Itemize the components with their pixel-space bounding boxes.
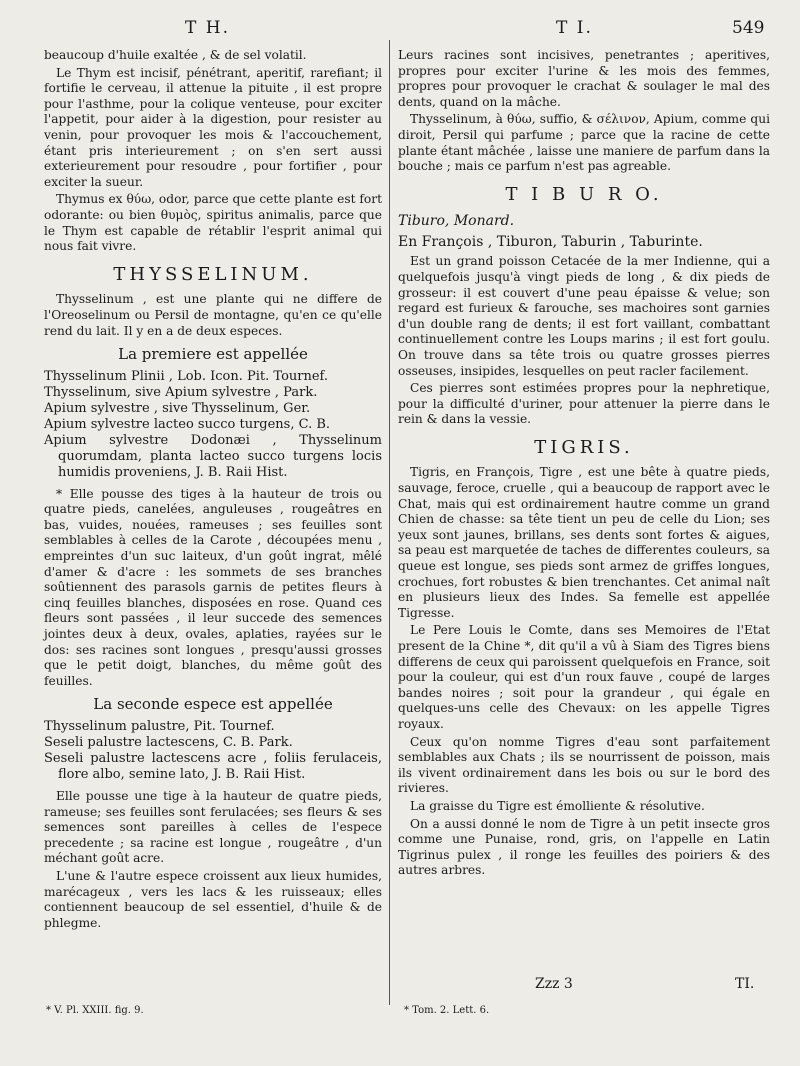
left-footnote: * V. Pl. XXIII. fig. 9. (46, 1005, 144, 1016)
synonym-line: Thysselinum Plinii , Lob. Icon. Pit. Tournef. (44, 368, 329, 384)
title-tiburo: T I B U R O. (505, 183, 663, 205)
synonym-line: Thysselinum palustre, Pit. Tournef. (44, 719, 275, 734)
title-thysselinum: THYSSELINUM. (113, 263, 313, 285)
heading-first-species: La premiere est appellée (118, 345, 308, 364)
paragraph-le-comte: Le Pere Louis le Comte, dans ses Memoires de l'Etat present de la Chine *, dit qu'il a vû à Siam des Tigres biens differens de ceux qui paroissent quelquefois en France, soit pour la couleur, qui est d'un roux fauve , coupé de larges bandes noires ; soit pour la grandeur , qui égale en quelques-uns celle des Chevaux: on les appelle Tigres royaux. (398, 623, 770, 731)
tiburo-name-line: Tiburo, Monard. (398, 213, 515, 230)
synonym-line: Apium sylvestre Dodonæi , Thysselinum quorumdam, planta lacteo succo turgens locis humidis proveniens, J. B. Raii Hist. (44, 432, 382, 480)
paragraph-first-species: * Elle pousse des tiges à la hauteur de trois ou quatre pieds, canelées, anguleuses , rougeâtres en bas, vuides, nouées, rameuses ; ses feuilles sont semblables à celles de la Carote , découpées menu , empreintes d'un suc laiteux, d'un goût ingrat, mêlé d'amer & d'acre : les sommets de ses branches soûtiennent des parasols garnis de petites fleurs à cinq feuilles blanches, disposées en rose. Quand ces fleurs sont passées , il leur succede des semences jointes deux à deux, ovales, aplaties, rayées sur le dos: ses racines sont longues , presqu'aussi grosses que le petit doigt, blanches, du même goût des feuilles. (44, 486, 382, 688)
synonym-line: Apium sylvestre lacteo succo turgens, C. B. (44, 416, 331, 432)
paragraph-intro: beaucoup d'huile exaltée , & de sel volatil. (44, 48, 307, 62)
paragraph-stones: Ces pierres sont estimées propres pour la nephretique, pour la difficulté d'uriner, pour attenuer la pierre dans le rein & dans la vessie. (398, 381, 770, 427)
paragraph-insect: On a aussi donné le nom de Tigre à un petit insecte gros comme une Punaise, rond, gris, on l'appelle en Latin Tigrinus pulex , il ronge les feuilles des poiriers & des autres arbres. (398, 816, 770, 878)
catchword: TI. (735, 976, 755, 992)
synonyms-second (44, 719, 382, 783)
paragraph-habitat: L'une & l'autre espece croissent aux lieux humides, marécageux , vers les lacs & les ruisseaux; elles contiennent beaucoup de sel essentiel, d'huile & de phlegme. (44, 868, 382, 930)
column-divider (389, 40, 390, 1005)
signature-mark: Zzz 3 (535, 976, 573, 992)
left-column (44, 48, 382, 933)
paragraph-definition: Thysselinum , est une plante qui ne differe de l'Oreoselinum ou Persil de montagne, qu'en ce qu'elle rend du lait. Il y en a de deux especes. (44, 292, 382, 338)
paragraph-water-tigers: Ceux qu'on nomme Tigres d'eau sont parfaitement semblables aux Chats ; ils se nourrissent de poisson, mais ils vivent ordinairement dans les bois ou sur le bord des rivieres. (398, 734, 770, 796)
right-footnote: * Tom. 2. Lett. 6. (404, 1005, 490, 1016)
synonyms-first (44, 369, 382, 481)
left-running-head: T H. (185, 18, 230, 38)
paragraph-fat: La graisse du Tigre est émolliente & résolutive. (410, 798, 705, 813)
page-number: 549 (732, 18, 765, 38)
paragraph-roots: Leurs racines sont incisives, penetrantes ; aperitives, propres pour exciter l'urine & les mois des femmes, propres pour provoquer le crachat & soulager le mal des dents, quand on la mâche. (398, 48, 770, 109)
heading-second-species: La seconde espece est appellée (93, 695, 333, 714)
right-column (398, 48, 770, 881)
synonym-line: Seseli palustre lactescens, C. B. Park. (44, 735, 293, 750)
right-running-head: T I. (556, 18, 593, 38)
paragraph-second-species: Elle pousse une tige à la hauteur de quatre pieds, rameuse; ses feuilles sont ferulacées; ses fleurs & ses semences sont pareilles à celles de l'espece precedente ; sa racine est longue , rougeâtre , d'un méchant goût acre. (44, 789, 382, 866)
synonym-line: Seseli palustre lactescens acre , foliis ferulaceis, flore albo, semine lato, J. B. Raii Hist. (44, 751, 382, 782)
paragraph-thysselinum-etymology: Thysselinum, à θύω, suffio, & σέλινον, Apium, comme qui diroit, Persil qui parfume ; parce que la racine de cette plante étant mâchée , laisse une maniere de parfum dans la bouche ; mais ce parfum n'est pas agreable. (398, 112, 770, 174)
title-tigris: TIGRIS. (534, 436, 634, 458)
paragraph-tigris: Tigris, en François, Tigre , est une bête à quatre pieds, sauvage, feroce, cruelle , qui a beaucoup de rapport avec le Chat, mais qui est ordinairement hautre comme un grand Chien de chasse: sa tête tient un peu de celle du Lion; ses yeux sont jaunes, brillans, ses dents sont fortes & aigues, sa peau est marquetée de taches de differentes couleurs, sa queue est longue, ses pieds sont armez de griffes longues, crochues, fort robustes & bien trenchantes. Cet animal naît en plusieurs lieux des Indes. Sa femelle est appellée Tigresse. (398, 465, 770, 620)
tiburo-french-names: En François , Tiburon, Taburin , Taburinte. (398, 234, 703, 251)
paragraph-tiburo: Est un grand poisson Cetacée de la mer Indienne, qui a quelquefois jusqu'à vingt pieds de long , & dix pieds de grosseur: il est couvert d'une peau épaisse & velue; son regard est furieux & farouche, ses machoires sont garnies d'un double rang de dents; il est fort vaillant, combattant continuellement contre les Loups marins ; il est fort goulu. On trouve dans sa tête trois ou quatre grosses pierres osseuses, insipides, lesquelles on peut racler facilement. (398, 254, 770, 378)
paragraph-thym-etymology: Thymus ex θύω, odor, parce que cette plante est fort odorante: ou bien θυμὸς, spiritus animalis, parce que le Thym est capable de rétablir l'esprit animal qui nous fait vivre. (44, 192, 382, 254)
synonym-line: Apium sylvestre , sive Thysselinum, Ger. (44, 400, 311, 416)
paragraph-thym: Le Thym est incisif, pénétrant, aperitif, rarefiant; il fortifie le cerveau, il attenue la pituite , il est propre pour l'asthme, pour la colique venteuse, pour exciter l'appetit, pour aider à la digestion, pour resister au venin, pour provoquer les mois & l'accouchement, étant pris interieurement ; on s'en sert aussi exterieurement pour resoudre , pour fortifier , pour exciter la sueur. (44, 65, 382, 189)
synonym-line: Thysselinum, sive Apium sylvestre , Park. (44, 384, 318, 400)
